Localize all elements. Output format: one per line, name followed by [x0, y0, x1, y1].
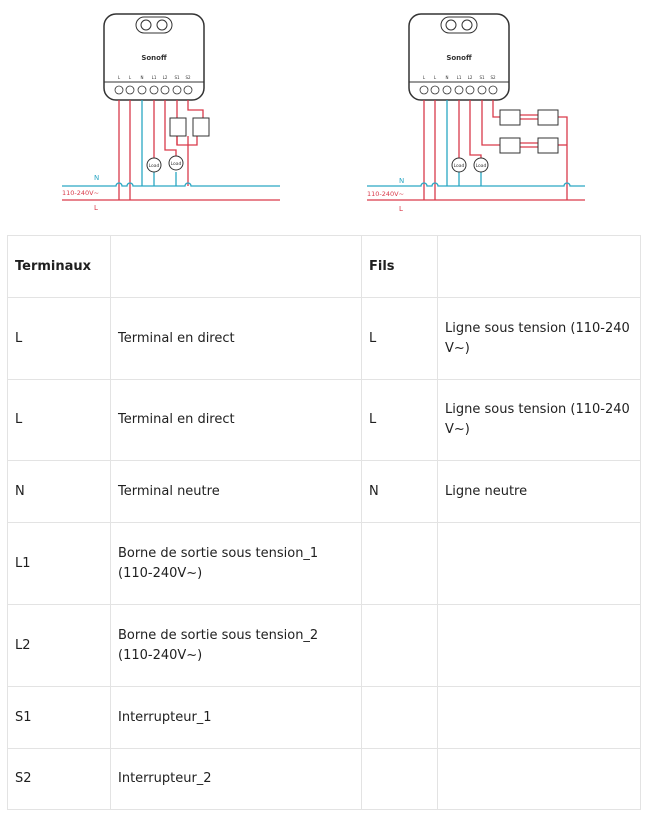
header-cell: Terminaux — [8, 236, 111, 298]
svg-text:Load: Load — [148, 164, 160, 169]
table-cell: Terminal neutre — [111, 461, 362, 523]
svg-text:L1: L1 — [456, 75, 462, 80]
table-header-row — [8, 236, 641, 298]
table-cell: Terminal en direct — [111, 380, 362, 461]
svg-text:S1: S1 — [174, 75, 180, 80]
table-cell — [438, 749, 641, 810]
svg-text:L1: L1 — [151, 75, 157, 80]
svg-text:L: L — [117, 75, 121, 80]
svg-text:L: L — [433, 75, 437, 80]
svg-text:L: L — [94, 204, 98, 212]
wiring-diagram-svg — [50, 0, 300, 215]
table-row — [8, 605, 641, 687]
svg-text:Load: Load — [453, 164, 465, 169]
svg-text:S2: S2 — [185, 75, 191, 80]
svg-text:N: N — [399, 177, 405, 185]
header-cell — [111, 236, 362, 298]
svg-text:S1: S1 — [479, 75, 485, 80]
table-cell — [438, 687, 641, 749]
svg-text:L2: L2 — [162, 75, 168, 80]
table-cell — [362, 523, 438, 605]
table-cell: Ligne sous tension (110-240 V~) — [438, 380, 641, 461]
svg-text:S2: S2 — [490, 75, 496, 80]
table-row — [8, 687, 641, 749]
table-cell — [362, 605, 438, 687]
table-row — [8, 523, 641, 605]
table-cell: Borne de sortie sous tension_2 (110-240V~) — [111, 605, 362, 687]
table-cell: Borne de sortie sous tension_1 (110-240V~) — [111, 523, 362, 605]
wiring-diagram-svg — [355, 0, 605, 215]
svg-text:L: L — [422, 75, 426, 80]
svg-text:110-240V~: 110-240V~ — [62, 189, 100, 197]
brand-logo: Sonoff — [446, 54, 472, 62]
wiring-diagram-two-way — [355, 0, 605, 215]
table-cell: L — [362, 298, 438, 380]
table-cell — [362, 687, 438, 749]
svg-text:L: L — [128, 75, 132, 80]
svg-text:N: N — [94, 174, 100, 182]
svg-text:N: N — [140, 75, 144, 80]
table-cell: S2 — [8, 749, 111, 810]
table-cell: Ligne neutre — [438, 461, 641, 523]
table-cell: L — [362, 380, 438, 461]
table-cell: S1 — [8, 687, 111, 749]
table-cell: L2 — [8, 605, 111, 687]
terminals-table — [7, 235, 641, 810]
table-row — [8, 461, 641, 523]
table-cell: N — [8, 461, 111, 523]
header-cell — [438, 236, 641, 298]
table-row — [8, 298, 641, 380]
table-cell — [362, 749, 438, 810]
table-cell: L — [8, 298, 111, 380]
table-row — [8, 749, 641, 810]
svg-text:Load: Load — [475, 164, 487, 169]
brand-logo: Sonoff — [141, 54, 167, 62]
table-cell: Interrupteur_2 — [111, 749, 362, 810]
wiring-diagram-single — [50, 0, 300, 215]
table-cell: Terminal en direct — [111, 298, 362, 380]
svg-text:L: L — [399, 205, 403, 213]
table-row — [8, 380, 641, 461]
table-cell: L1 — [8, 523, 111, 605]
svg-text:110-240V~: 110-240V~ — [367, 190, 405, 198]
table-cell — [438, 605, 641, 687]
svg-text:N: N — [445, 75, 449, 80]
table-cell: L — [8, 380, 111, 461]
table-cell: Ligne sous tension (110-240 V~) — [438, 298, 641, 380]
svg-text:L2: L2 — [467, 75, 473, 80]
table-cell: N — [362, 461, 438, 523]
table-cell — [438, 523, 641, 605]
svg-text:Load: Load — [170, 162, 182, 167]
table-cell: Interrupteur_1 — [111, 687, 362, 749]
header-cell: Fils — [362, 236, 438, 298]
